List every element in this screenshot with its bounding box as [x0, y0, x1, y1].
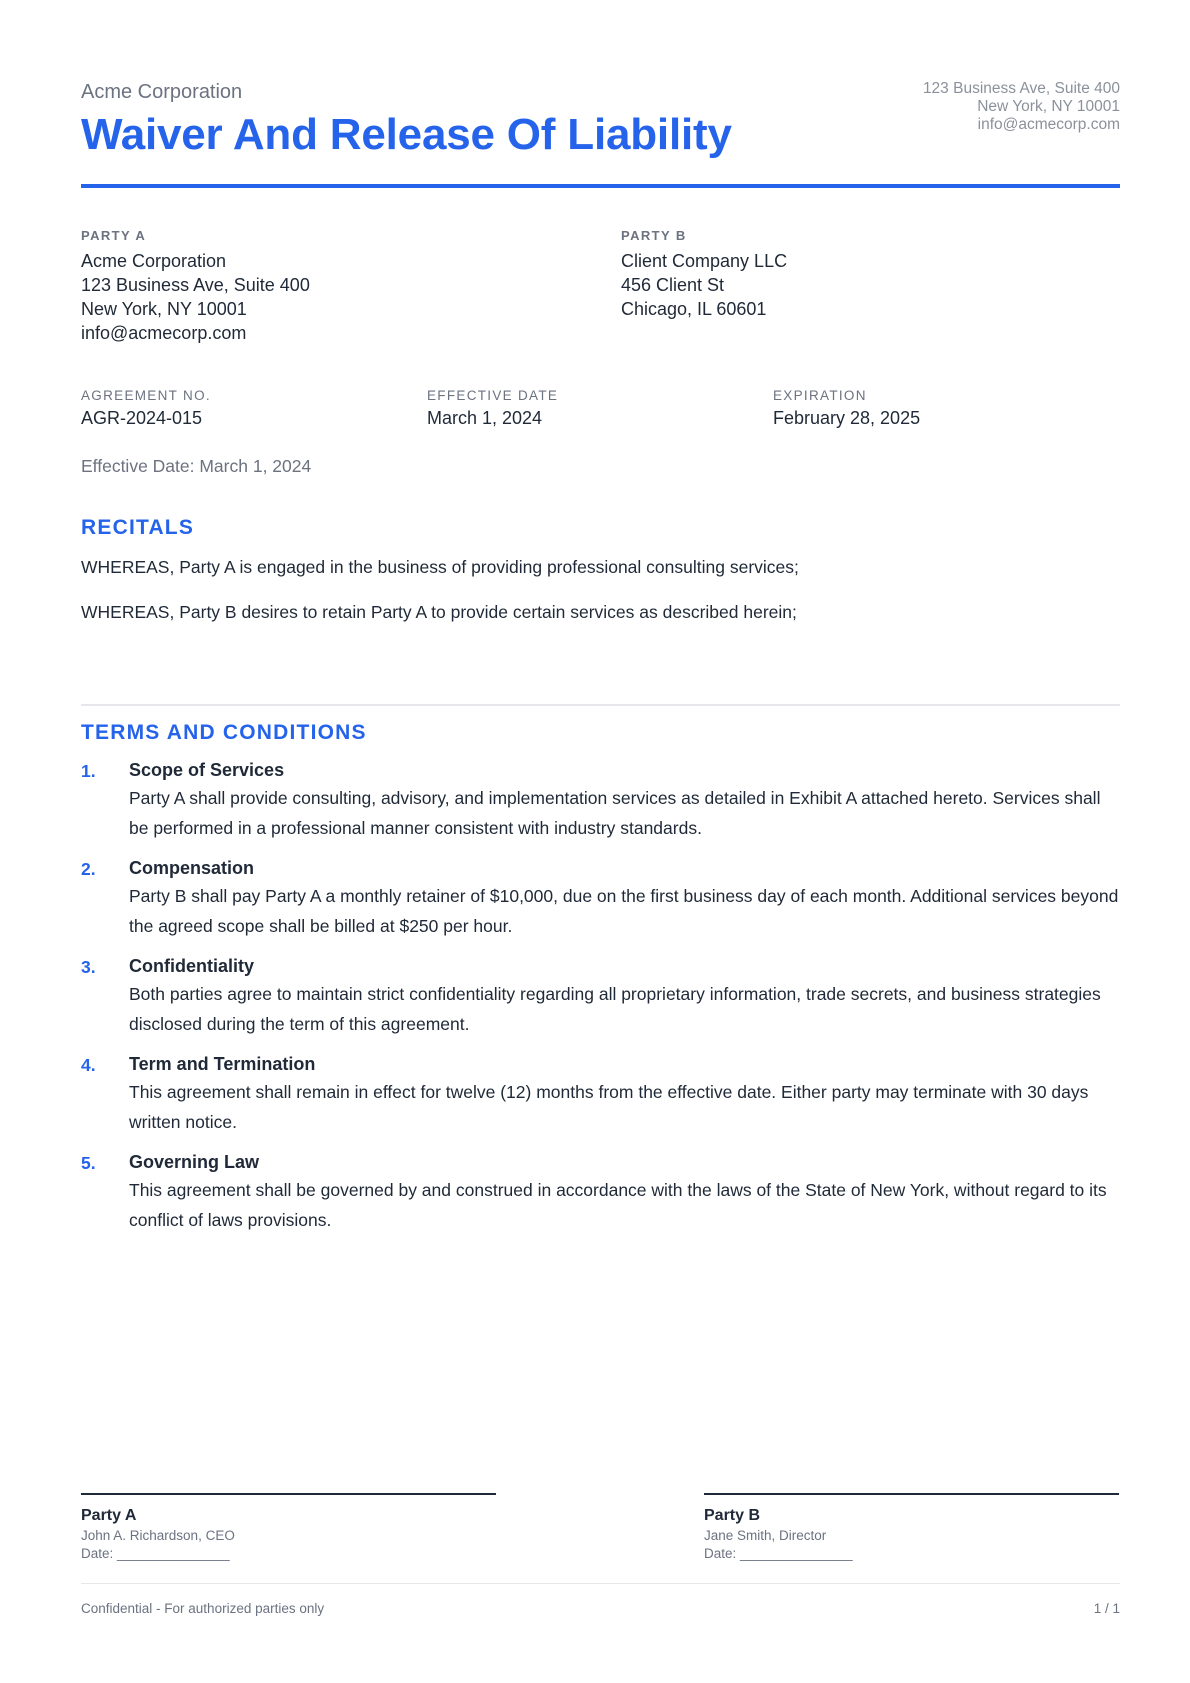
signature-block-party-b [704, 1493, 1119, 1561]
recital-item: WHEREAS, Party B desires to retain Party A to provide certain services as described herein; [81, 602, 797, 622]
recital-item: WHEREAS, Party A is engaged in the business of providing professional consulting services; [81, 557, 799, 577]
term-number: 4. [81, 1055, 96, 1075]
party-a-label: PARTY A [81, 228, 147, 243]
party-a-block [81, 228, 561, 345]
term-number: 3. [81, 957, 96, 977]
term-title: Scope of Services [129, 760, 285, 780]
term-title: Governing Law [129, 1152, 260, 1172]
header-rule [81, 184, 1120, 188]
party-b-city: Chicago, IL 60601 [621, 299, 767, 319]
company-address [923, 80, 1120, 134]
meta-label: EFFECTIVE DATE [427, 388, 559, 403]
party-b-name: Client Company LLC [621, 251, 788, 271]
signature-party: Party B [704, 1507, 761, 1524]
meta-label: AGREEMENT NO. [81, 388, 211, 403]
party-b-label: PARTY B [621, 228, 687, 243]
term-number: 5. [81, 1153, 96, 1173]
signature-party: Party A [81, 1507, 137, 1524]
signature-date-field[interactable]: Date: _______________ [704, 1546, 853, 1561]
company-name: Acme Corporation [81, 81, 243, 103]
signature-block-party-a [81, 1493, 496, 1561]
agreement-number [81, 388, 401, 429]
address-line: New York, NY 10001 [977, 98, 1120, 115]
effective-date [427, 388, 747, 429]
term-title: Term and Termination [129, 1054, 316, 1074]
confidentiality-notice: Confidential - For authorized parties only [81, 1601, 325, 1616]
document-title: Waiver And Release Of Liability [81, 110, 732, 159]
meta-value: March 1, 2024 [427, 408, 543, 428]
document-header [81, 78, 1120, 188]
term-title: Confidentiality [129, 956, 254, 976]
signature-date-field[interactable]: Date: _______________ [81, 1546, 230, 1561]
signature-line[interactable] [81, 1493, 496, 1495]
term-body: Both parties agree to maintain strict confidentiality regarding all proprietary information, trade secrets, and business strategies disclosed during the term of this agreement. [129, 984, 1101, 1034]
signatory-name: John A. Richardson, CEO [81, 1528, 235, 1543]
section-divider [81, 704, 1120, 706]
signature-line[interactable] [704, 1493, 1119, 1495]
term-number: 2. [81, 859, 96, 879]
document-page [81, 0, 1120, 1683]
address-email: info@acmecorp.com [977, 116, 1120, 133]
party-a-street: 123 Business Ave, Suite 400 [81, 275, 310, 295]
term-body: This agreement shall be governed by and construed in accordance with the laws of the State of New York, without regard to its conflict of laws provisions. [129, 1180, 1107, 1230]
term-number: 1. [81, 761, 96, 781]
term-body: Party B shall pay Party A a monthly retainer of $10,000, due on the first business day of each month. Additional services beyond the agreed scope shall be billed at $250 per hour. [129, 886, 1119, 936]
term-body: This agreement shall remain in effect for twelve (12) months from the effective date. Either party may terminate with 30 days written notice. [129, 1082, 1089, 1132]
party-a-name: Acme Corporation [81, 251, 227, 271]
meta-value: AGR-2024-015 [81, 408, 203, 428]
address-line: 123 Business Ave, Suite 400 [922, 80, 1120, 97]
party-a-email: info@acmecorp.com [81, 323, 247, 343]
term-title: Compensation [129, 858, 255, 878]
party-b-street: 456 Client St [621, 275, 725, 295]
footer-divider [81, 1583, 1120, 1584]
terms-heading: TERMS AND CONDITIONS [81, 721, 367, 744]
party-a-city: New York, NY 10001 [81, 299, 247, 319]
signatory-name: Jane Smith, Director [704, 1528, 827, 1543]
recitals-heading: RECITALS [81, 516, 195, 539]
expiration-date [773, 388, 1093, 429]
effective-date-line: Effective Date: March 1, 2024 [81, 456, 312, 476]
page-number: 1 / 1 [1093, 1601, 1120, 1616]
meta-value: February 28, 2025 [773, 408, 921, 428]
meta-label: EXPIRATION [773, 388, 867, 403]
party-b-block [621, 228, 1101, 321]
term-body: Party A shall provide consulting, advisory, and implementation services as detailed in Exhibit A attached hereto. Services shall be performed in a professional manner consistent with industry standards. [129, 788, 1101, 838]
